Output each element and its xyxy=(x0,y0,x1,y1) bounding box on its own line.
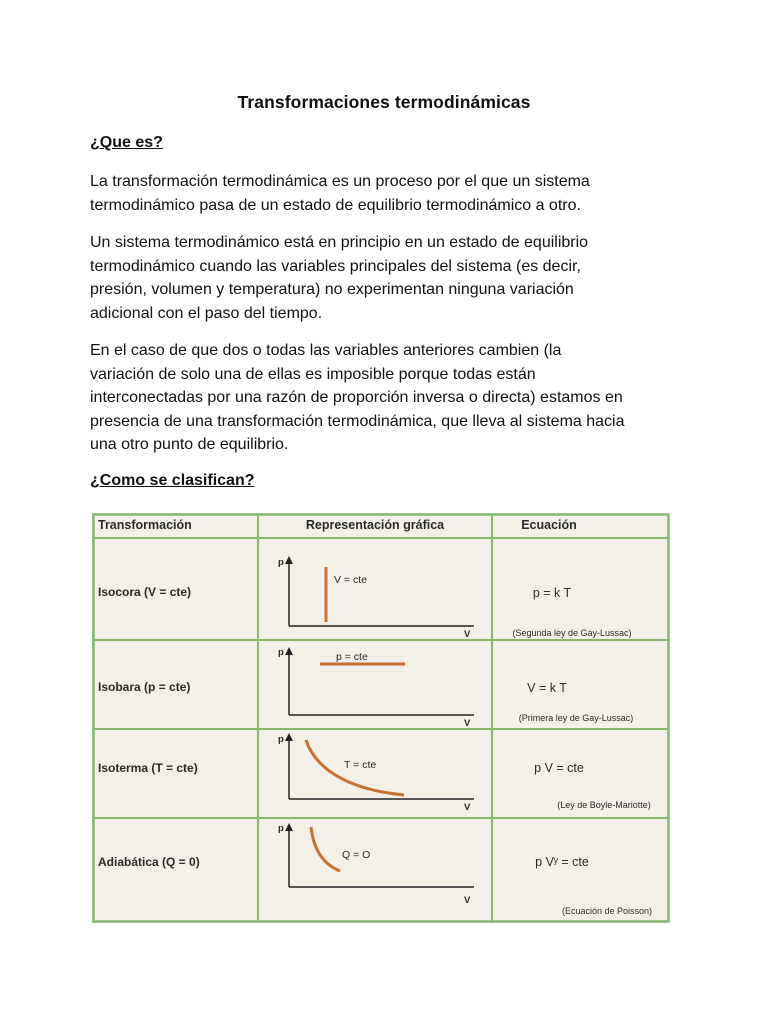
row-label-adiabatica: Adiabática (Q = 0) xyxy=(98,855,200,869)
law-isobara: (Primera ley de Gay-Lussac) xyxy=(518,713,634,723)
law-adiabatica: (Ecuación de Poisson) xyxy=(561,906,653,916)
curve-label-isobara: p = cte xyxy=(336,651,368,663)
row-label-isocora: Isocora (V = cte) xyxy=(98,585,192,599)
axis-label-p: p xyxy=(278,647,284,658)
column-header-representacion: Representación gráfica xyxy=(305,518,445,532)
text-line: Un sistema termodinámico está en principio en un estado de equilibrio xyxy=(90,234,589,251)
y-axis-arrow xyxy=(285,647,293,655)
paragraph-transformation xyxy=(90,339,690,457)
curve-label-isoterma: T = cte xyxy=(344,759,377,771)
axis-label-p: p xyxy=(278,823,284,834)
axis-label-p: p xyxy=(278,557,284,568)
axis-label-p: p xyxy=(278,734,284,745)
adiabatic-curve xyxy=(311,827,340,871)
text-line: presencia de una transformación termodinámica, que lleva al sistema hacia xyxy=(90,412,625,430)
law-isoterma: (Ley de Boyle-Mariotte) xyxy=(557,800,651,810)
equation-isoterma: p V = cte xyxy=(534,761,584,775)
text-line: La transformación termodinámica es un proceso por el que un sistema xyxy=(90,173,590,190)
graph-isoterma xyxy=(278,733,474,813)
text-line: interconectadas por una razón de proporción inversa o directa) estamos en xyxy=(90,389,623,407)
axis-label-v: V xyxy=(464,802,471,813)
classification-table xyxy=(92,513,670,923)
curve-label-adiabatica: Q = O xyxy=(342,849,371,861)
axis-label-v: V xyxy=(464,629,471,640)
document-title: Transformaciones termodinámicas xyxy=(237,92,531,112)
axis-label-v: V xyxy=(464,718,471,729)
section-heading-que-es: ¿Que es? xyxy=(90,134,163,151)
row-label-isobara: Isobara (p = cte) xyxy=(98,680,191,694)
y-axis-arrow xyxy=(285,823,293,831)
graph-isobara xyxy=(278,647,474,729)
paragraph-definition xyxy=(90,170,690,217)
graph-isocora xyxy=(278,556,474,640)
axis-label-v: V xyxy=(464,895,471,906)
text-line: variación de solo una de ellas es imposible porque todas están xyxy=(90,365,536,383)
text-line: termodinámico cuando las variables principales del sistema (es decir, xyxy=(90,257,581,275)
equation-adiabatica: p Vʸ = cte xyxy=(535,855,589,869)
equation-isobara: V = k T xyxy=(527,681,567,695)
column-header-ecuacion: Ecuación xyxy=(521,518,577,532)
y-axis-arrow xyxy=(285,556,293,564)
paragraph-equilibrium xyxy=(90,231,690,325)
equation-isocora: p = k T xyxy=(532,586,572,600)
section-heading-clasifican: ¿Como se clasifican? xyxy=(90,472,255,489)
y-axis-arrow xyxy=(285,733,293,741)
curve-label-isocora: V = cte xyxy=(334,574,367,586)
text-line: presión, volumen y temperatura) no experimentan ninguna variación xyxy=(90,281,574,299)
graph-adiabatica xyxy=(278,823,474,906)
text-line: adicional con el paso del tiempo. xyxy=(90,304,323,322)
text-line: En el caso de que dos o todas las variables anteriores cambien (la xyxy=(90,342,562,359)
law-isocora: (Segunda ley de Gay-Lussac) xyxy=(512,628,632,638)
column-header-transformacion: Transformación xyxy=(98,518,192,532)
text-line: termodinámico pasa de un estado de equilibrio termodinámico a otro. xyxy=(90,196,581,214)
row-label-isoterma: Isoterma (T = cte) xyxy=(98,761,198,775)
text-line: una otro punto de equilibrio. xyxy=(90,436,289,454)
